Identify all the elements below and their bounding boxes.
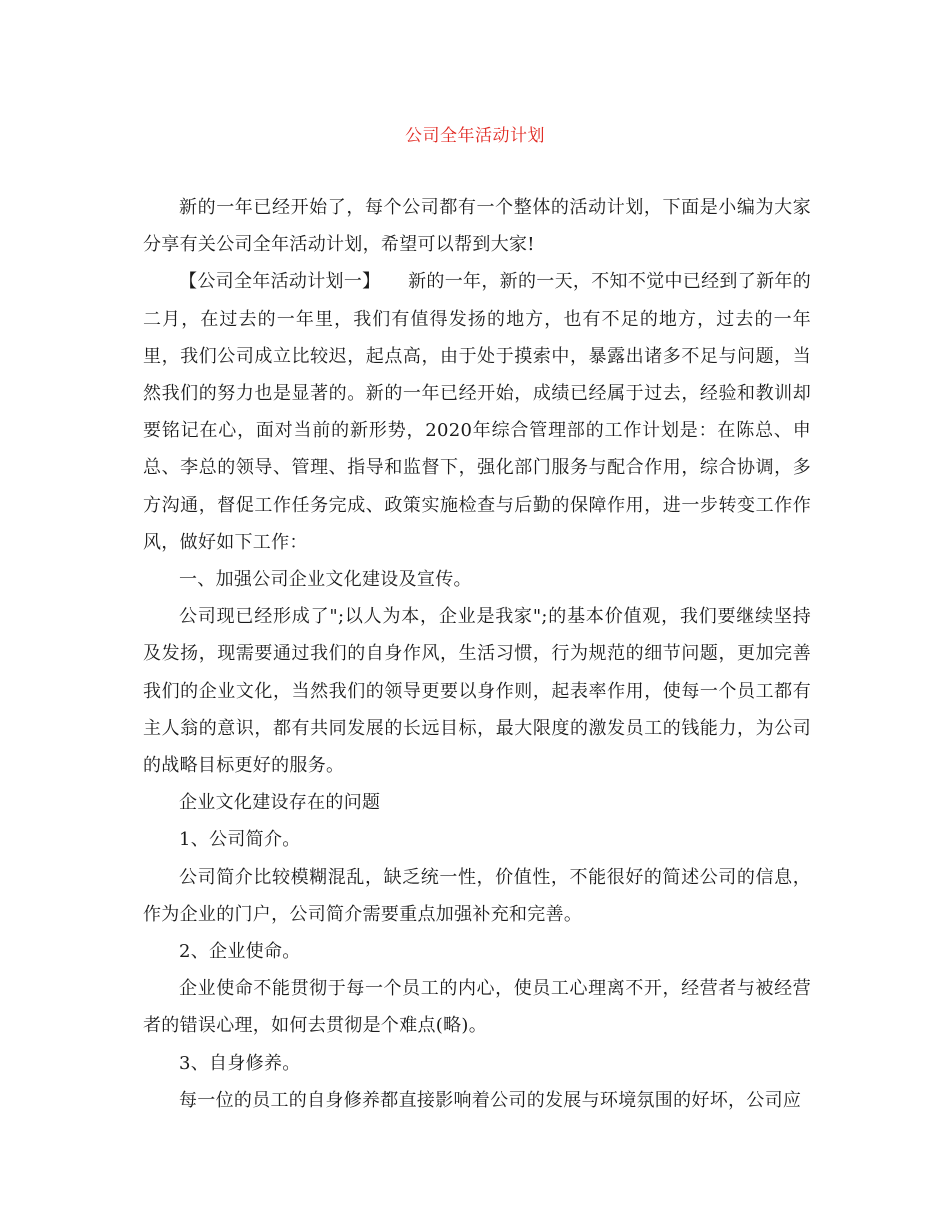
item-heading-profile: 1、公司简介。	[179, 829, 301, 851]
item-heading-cultivation: 3、自身修养。	[179, 1052, 301, 1074]
mission-paragraph: 企业使命不能贯彻于每一个员工的内心，使员工心理离不开，经营者与被经营者的错误心理，如何去贯彻是个难点(略)。	[143, 978, 811, 1037]
section-heading-culture: 一、加强公司企业文化建设及宣传。	[179, 569, 472, 591]
plan-one-paragraph: 【公司全年活动计划一】 新的一年，新的一天，不知不觉中已经到了新年的二月，在过去的一年里，我们有值得发扬的地方，也有不足的地方，过去的一年里，我们公司成立比较迟，起点高，由于处于摸索中，暴露出诸多不足与问题，当然我们的努力也是显著的。新的一年已经开始，成绩已经属于过去，经验和教训却要铭记在心，面对当前的新形势，2020年综合管理部的工作计划是：在陈总、申总、李总的领导、管理、指导和监督下，强化部门服务与配合作用，综合协调，多方沟通，督促工作任务完成、政策实施检查与后勤的保障作用，进一步转变工作作风，做好如下工作：	[143, 271, 811, 553]
culture-paragraph: 公司现已经形成了";以人为本，企业是我家";的基本价值观，我们要继续坚持及发扬，现需要通过我们的自身作风，生活习惯，行为规范的细节问题，更加完善我们的企业文化，当然我们的领导更要以身作则，起表率作用，使每一个员工都有主人翁的意识，都有共同发展的长远目标，最大限度的激发员工的钱能力，为公司的战略目标更好的服务。	[143, 606, 811, 777]
cultivation-paragraph: 每一位的员工的自身修养都直接影响着公司的发展与环境氛围的好坏，公司应	[179, 1089, 802, 1111]
document-title: 公司全年活动计划	[405, 126, 545, 146]
problems-heading: 企业文化建设存在的问题	[179, 792, 381, 814]
item-heading-mission: 2、企业使命。	[179, 941, 301, 963]
intro-paragraph: 新的一年已经开始了，每个公司都有一个整体的活动计划，下面是小编为大家分享有关公司全年活动计划，希望可以帮到大家!	[143, 197, 811, 256]
document-body	[143, 189, 811, 1119]
profile-paragraph: 公司简介比较模糊混乱，缺乏统一性，价值性，不能很好的简述公司的信息，作为企业的门户，公司简介需要重点加强补充和完善。	[143, 866, 811, 925]
